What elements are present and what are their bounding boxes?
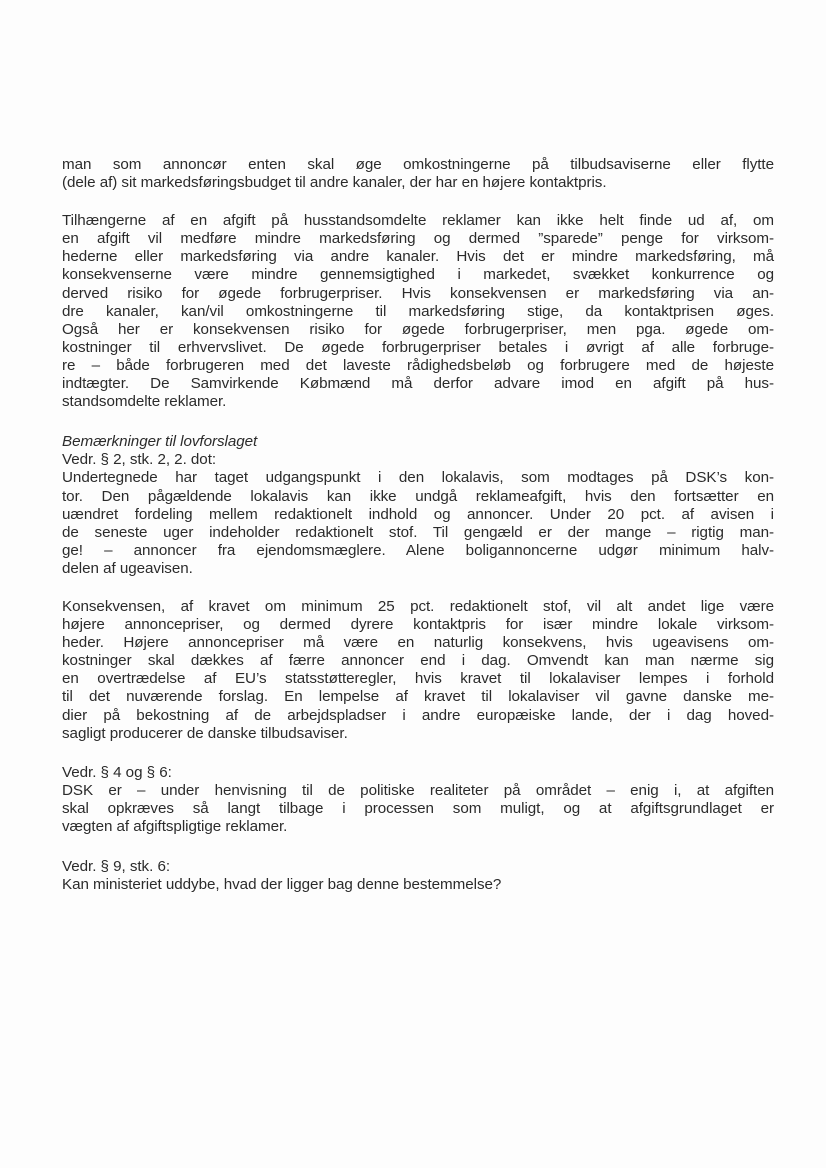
section-remarks [62, 433, 774, 578]
text-line: kostninger skal dækkes af færre annoncer end i dag. Omvendt kan man nærme sig [62, 652, 774, 670]
text-line: ge! – annoncer fra ejendomsmæglere. Alene boligannoncerne udgør minimum halv- [62, 541, 774, 559]
text-line: standsomdelte reklamer. [62, 393, 227, 411]
text-line: man som annoncør enten skal øge omkostningerne på tilbudsaviserne eller flytte [62, 156, 774, 173]
paragraph-consequence [62, 598, 774, 743]
text-line: DSK er – under henvisning til de politiske realiteter på området – enig i, at afgiften [62, 781, 774, 799]
text-line: uændret fordeling mellem redaktionelt indhold og annoncer. Under 20 pct. af avisen i [62, 505, 774, 523]
text-line: højere annoncepriser, og dermed dyrere kontaktpris for især mindre lokale virksom- [62, 616, 774, 634]
text-line: re – både forbrugeren med det laveste rådighedsbeløb og forbrugere med de højeste [62, 356, 774, 374]
text-line: derved risiko for øgede forbrugerpriser. Hvis konsekvensen er markedsføring via an- [62, 284, 774, 302]
section-reference: Vedr. § 9, stk. 6: [62, 858, 171, 876]
text-line: kostninger til erhvervslivet. De øgede forbrugerpriser betales i øvrigt af alle forbruge- [62, 338, 774, 356]
text-line: Tilhængerne af en afgift på husstandsomdelte reklamer kan ikke helt finde ud af, om [62, 212, 774, 230]
section-reference: Vedr. § 2, stk. 2, 2. dot: [62, 451, 217, 469]
text-line: skal opkræves så langt tilbage i processen som muligt, og at afgiftsgrundlaget er [62, 799, 774, 817]
section-heading: Bemærkninger til lovforslaget [62, 433, 258, 451]
text-line: delen af ugeavisen. [62, 559, 193, 577]
text-line: dier på bekostning af de arbejdspladser i andre europæiske lande, der i dag hoved- [62, 706, 774, 724]
paragraph-2 [62, 212, 774, 411]
section-4-6 [62, 764, 774, 836]
section-9 [62, 858, 774, 894]
text-line: Også her er konsekvensen risiko for øgede forbrugerpriser, men pga. øgede om- [62, 320, 774, 338]
text-line: konsekvenserne være mindre gennemsigtighed i markedet, svækket konkurrence og [62, 266, 774, 284]
paragraph-1 [62, 156, 774, 192]
section-reference: Vedr. § 4 og § 6: [62, 763, 172, 781]
text-line: Undertegnede har taget udgangspunkt i den lokalavis, som modtages på DSK’s kon- [62, 469, 774, 487]
text-line: Kan ministeriet uddybe, hvad der ligger bag denne bestemmelse? [62, 876, 502, 894]
text-line: de seneste uger indeholder redaktionelt stof. Til gengæld er der mange – rigtig man- [62, 523, 774, 541]
text-line: til det nuværende forslag. En lempelse af kravet til lokalaviser vil gavne danske me- [62, 688, 774, 706]
text-line: dre kanaler, kan/vil omkostningerne til markedsføring stige, da kontaktprisen øges. [62, 302, 774, 320]
text-line: sagligt producerer de danske tilbudsaviser. [62, 724, 348, 742]
text-line: indtægter. De Samvirkende Købmænd må derfor advare imod en afgift på hus- [62, 375, 774, 393]
text-line: hederne eller markedsføring via andre kanaler. Hvis det er mindre markedsføring, må [62, 248, 774, 266]
text-line: Konsekvensen, af kravet om minimum 25 pct. redaktionelt stof, vil alt andet lige være [62, 597, 774, 615]
text-line: heder. Højere annoncepriser må være en naturlig konsekvens, hvis ugeavisens om- [62, 634, 774, 652]
text-line: (dele af) sit markedsføringsbudget til andre kanaler, der har en højere kontaktpris. [62, 174, 607, 192]
text-line: vægten af afgiftspligtige reklamer. [62, 818, 288, 835]
document-body [62, 156, 774, 914]
text-line: tor. Den pågældende lokalavis kan ikke undgå reklameafgift, hvis den fortsætter en [62, 487, 774, 505]
text-line: en afgift vil medføre mindre markedsføring og dermed ”sparede” penge for virksom- [62, 230, 774, 248]
text-line: en overtrædelse af EU’s statsstøtteregler, hvis kravet til lokalaviser lempes i forhold [62, 670, 774, 688]
